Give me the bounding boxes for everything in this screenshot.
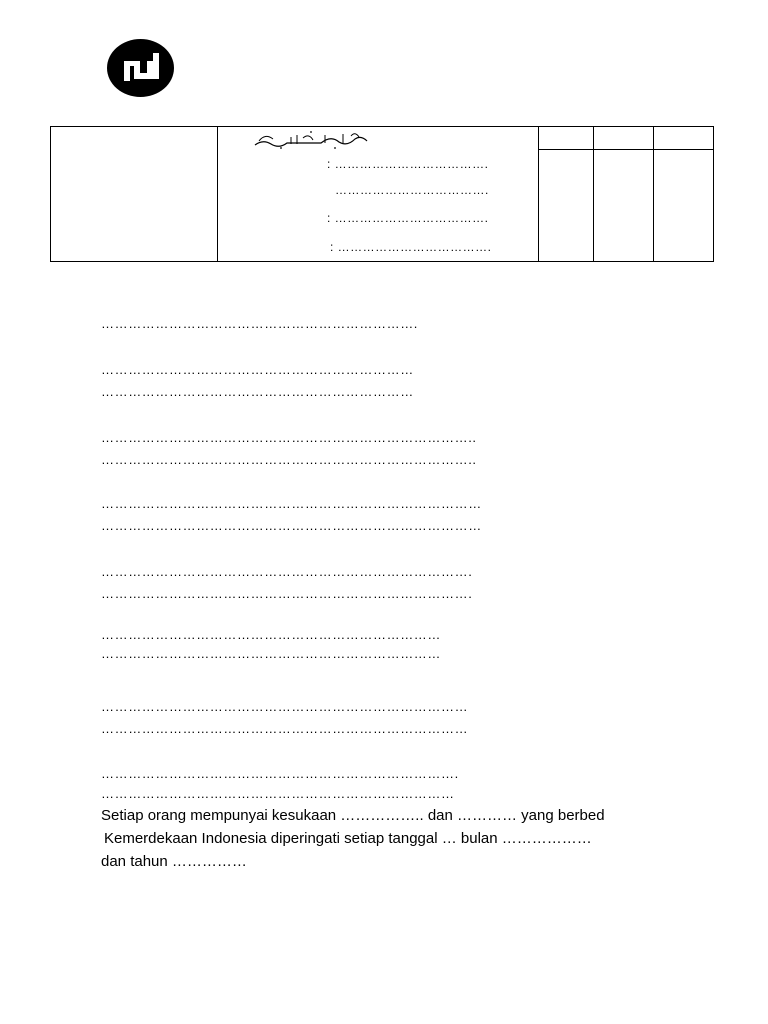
- answer-line: ……………………………………………………………: [101, 362, 414, 377]
- fill-in-sentence: dan tahun ……………: [101, 853, 247, 870]
- answer-line: ………………………………………………………………………: [101, 721, 469, 736]
- answer-line: …………………………………………………………………………: [101, 496, 482, 511]
- answer-line: ………………………………………………………………………..: [101, 452, 477, 467]
- fill-in-sentence: Kemerdekaan Indonesia diperingati setiap tanggal … bulan ………………: [104, 830, 592, 847]
- answer-line: …………………………………………………………………: [101, 627, 441, 642]
- answer-line: ………………………………………………………………………: [101, 699, 469, 714]
- answer-line: ……………………………………………………………: [101, 384, 414, 399]
- answer-line: …………………………………………………………………: [101, 646, 441, 661]
- header-field-2: ……………………………….: [335, 183, 489, 197]
- logo-mark-icon: [107, 39, 174, 97]
- answer-line: …………………………………………………………………….: [101, 766, 459, 781]
- logo: [107, 39, 174, 97]
- header-field-4: : ……………………………….: [330, 240, 492, 254]
- header-table: [50, 126, 714, 262]
- answer-line: …………………………………………………………….: [101, 316, 419, 331]
- header-divider: [593, 127, 594, 261]
- answer-line: ……………………………………………………………………….: [101, 586, 473, 601]
- header-field-3: : ……………………………….: [327, 211, 489, 225]
- header-divider: [653, 127, 654, 261]
- header-divider: [217, 127, 218, 261]
- header-divider: [538, 127, 539, 261]
- header-row-divider: [538, 149, 713, 150]
- answer-line: ……………………………………………………………………: [101, 786, 455, 801]
- fill-in-sentence: Setiap orang mempunyai kesukaan …………….. dan ………… yang berbed: [101, 807, 605, 824]
- answer-line: …………………………………………………………………………: [101, 518, 482, 533]
- basmala-calligraphy-icon: [251, 129, 371, 151]
- answer-line: ……………………………………………………………………….: [101, 564, 473, 579]
- answer-line: ………………………………………………………………………..: [101, 430, 477, 445]
- header-field-1: : ……………………………….: [327, 157, 489, 171]
